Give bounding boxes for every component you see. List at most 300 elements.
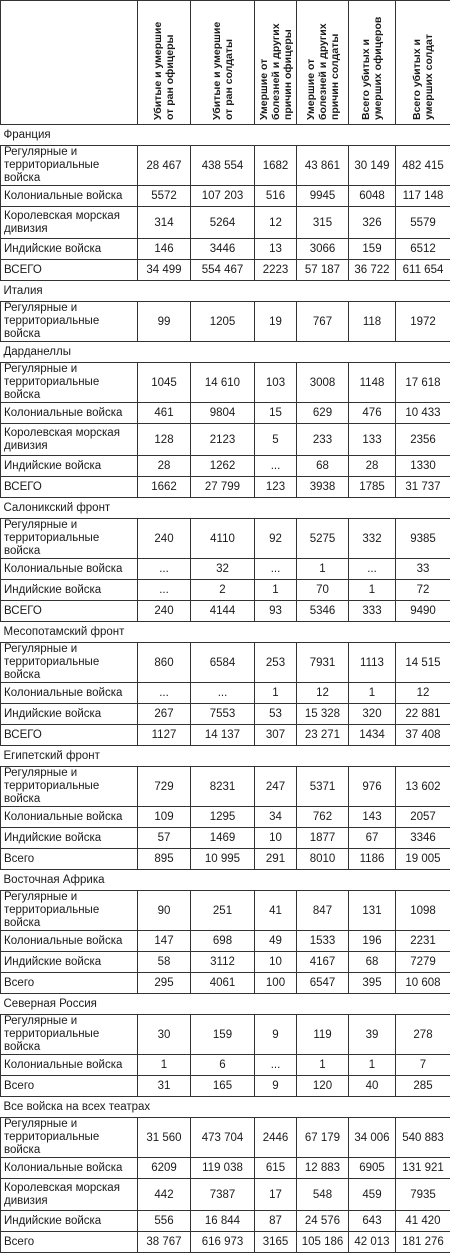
value-cell: 10: [255, 828, 297, 849]
value-cell: 30: [138, 1015, 191, 1055]
section-title: Египетский фронт: [1, 746, 450, 767]
value-cell: 131 921: [396, 1158, 450, 1179]
value-cell: 15: [255, 403, 297, 424]
section-title: Дарданеллы: [1, 342, 450, 363]
value-cell: 6584: [191, 643, 255, 683]
value-cell: 516: [255, 186, 297, 207]
value-cell: 41: [255, 891, 297, 931]
value-cell: 332: [349, 519, 396, 559]
value-cell: 41 420: [396, 1211, 450, 1232]
table-row: [1, 456, 450, 477]
value-cell: ...: [138, 683, 191, 704]
value-cell: 6: [191, 1055, 255, 1076]
value-cell: 68: [297, 456, 349, 477]
table-row: [1, 146, 450, 186]
value-cell: 6905: [349, 1158, 396, 1179]
value-cell: 5572: [138, 186, 191, 207]
row-label: Всего: [1, 1076, 138, 1097]
header-soldiers-disease: Умершие от болезней и других причин солдаты: [297, 1, 349, 125]
value-cell: 19 005: [396, 849, 450, 870]
value-cell: 1330: [396, 456, 450, 477]
value-cell: 5: [255, 424, 297, 456]
section-title: Салоникский фронт: [1, 498, 450, 519]
table-row: [1, 239, 450, 260]
value-cell: ...: [255, 559, 297, 580]
value-cell: 762: [297, 807, 349, 828]
table-row: [1, 1015, 450, 1055]
value-cell: 540 883: [396, 1118, 450, 1158]
value-cell: 36 722: [349, 260, 396, 281]
row-label: Колониальные войска: [1, 186, 138, 207]
table-row: [1, 643, 450, 683]
value-cell: 698: [191, 931, 255, 952]
value-cell: 31 560: [138, 1118, 191, 1158]
value-cell: 1877: [297, 828, 349, 849]
value-cell: 7553: [191, 704, 255, 725]
section-row: [1, 125, 450, 146]
value-cell: 105 186: [297, 1232, 349, 1253]
value-cell: 6048: [349, 186, 396, 207]
value-cell: 14 515: [396, 643, 450, 683]
row-label: ВСЕГО: [1, 477, 138, 498]
value-cell: 1: [255, 580, 297, 601]
value-cell: 107 203: [191, 186, 255, 207]
value-cell: 7935: [396, 1179, 450, 1211]
value-cell: 1262: [191, 456, 255, 477]
section-title: Все войска на всех театрах: [1, 1097, 450, 1118]
value-cell: 24 576: [297, 1211, 349, 1232]
value-cell: 37 408: [396, 725, 450, 746]
value-cell: 729: [138, 767, 191, 807]
value-cell: 1127: [138, 725, 191, 746]
row-label: Колониальные войска: [1, 403, 138, 424]
value-cell: 4167: [297, 952, 349, 973]
row-label: Регулярные и территориальные войска: [1, 891, 138, 931]
value-cell: 14 610: [191, 363, 255, 403]
value-cell: 2223: [255, 260, 297, 281]
table-row: [1, 580, 450, 601]
value-cell: 6512: [396, 239, 450, 260]
section-row: [1, 281, 450, 302]
value-cell: ...: [349, 559, 396, 580]
table-row: [1, 1179, 450, 1211]
value-cell: ...: [191, 683, 255, 704]
value-cell: 19: [255, 302, 297, 342]
value-cell: 159: [349, 239, 396, 260]
value-cell: 1: [297, 1055, 349, 1076]
row-label: Регулярные и территориальные войска: [1, 519, 138, 559]
value-cell: 1662: [138, 477, 191, 498]
row-label: Индийские войска: [1, 580, 138, 601]
value-cell: 31: [138, 1076, 191, 1097]
table-row: [1, 683, 450, 704]
value-cell: 165: [191, 1076, 255, 1097]
value-cell: 9804: [191, 403, 255, 424]
value-cell: 1098: [396, 891, 450, 931]
value-cell: 143: [349, 807, 396, 828]
value-cell: 17 618: [396, 363, 450, 403]
value-cell: 22 881: [396, 704, 450, 725]
value-cell: 554 467: [191, 260, 255, 281]
value-cell: 461: [138, 403, 191, 424]
value-cell: 49: [255, 931, 297, 952]
value-cell: 10 433: [396, 403, 450, 424]
value-cell: 12: [255, 207, 297, 239]
value-cell: 556: [138, 1211, 191, 1232]
value-cell: 616 973: [191, 1232, 255, 1253]
value-cell: 9385: [396, 519, 450, 559]
value-cell: 442: [138, 1179, 191, 1211]
value-cell: 482 415: [396, 146, 450, 186]
row-label: Колониальные войска: [1, 683, 138, 704]
table-body: [1, 125, 450, 1253]
value-cell: 314: [138, 207, 191, 239]
value-cell: ...: [255, 456, 297, 477]
value-cell: 53: [255, 704, 297, 725]
value-cell: 3346: [396, 828, 450, 849]
value-cell: 57: [138, 828, 191, 849]
row-label: Регулярные и территориальные войска: [1, 1118, 138, 1158]
value-cell: 10 995: [191, 849, 255, 870]
header-officers-killed: Убитые и умершие от ран офицеры: [138, 1, 191, 125]
value-cell: 58: [138, 952, 191, 973]
value-cell: 1148: [349, 363, 396, 403]
value-cell: 395: [349, 973, 396, 994]
value-cell: 16 844: [191, 1211, 255, 1232]
value-cell: 30 149: [349, 146, 396, 186]
row-label: Регулярные и территориальные войска: [1, 767, 138, 807]
value-cell: 14 137: [191, 725, 255, 746]
value-cell: 895: [138, 849, 191, 870]
value-cell: 117 148: [396, 186, 450, 207]
value-cell: 3066: [297, 239, 349, 260]
header-officers-disease: Умершие от болезней и других причин офицеры: [255, 1, 297, 125]
row-label: ВСЕГО: [1, 260, 138, 281]
value-cell: 43 861: [297, 146, 349, 186]
value-cell: 1: [349, 1055, 396, 1076]
value-cell: 2446: [255, 1118, 297, 1158]
value-cell: 615: [255, 1158, 297, 1179]
value-cell: 147: [138, 931, 191, 952]
value-cell: 9945: [297, 186, 349, 207]
table-row: [1, 1232, 450, 1253]
section-row: [1, 342, 450, 363]
value-cell: 42 013: [349, 1232, 396, 1253]
row-label: ВСЕГО: [1, 725, 138, 746]
table-row: [1, 1076, 450, 1097]
value-cell: 629: [297, 403, 349, 424]
value-cell: 3165: [255, 1232, 297, 1253]
value-cell: 23 271: [297, 725, 349, 746]
table-row: [1, 704, 450, 725]
value-cell: 847: [297, 891, 349, 931]
row-label: Всего: [1, 849, 138, 870]
value-cell: 459: [349, 1179, 396, 1211]
section-row: [1, 994, 450, 1015]
value-cell: 253: [255, 643, 297, 683]
row-label: Королевская морская дивизия: [1, 424, 138, 456]
section-title: Франция: [1, 125, 450, 146]
value-cell: 2356: [396, 424, 450, 456]
value-cell: 3112: [191, 952, 255, 973]
value-cell: 7279: [396, 952, 450, 973]
value-cell: 34: [255, 807, 297, 828]
value-cell: 291: [255, 849, 297, 870]
value-cell: 87: [255, 1211, 297, 1232]
row-label: Королевская морская дивизия: [1, 207, 138, 239]
value-cell: 131: [349, 891, 396, 931]
value-cell: 643: [349, 1211, 396, 1232]
table-row: [1, 403, 450, 424]
table-row: [1, 725, 450, 746]
value-cell: 1: [297, 559, 349, 580]
value-cell: 17: [255, 1179, 297, 1211]
value-cell: 548: [297, 1179, 349, 1211]
value-cell: 1: [349, 580, 396, 601]
row-label: Регулярные и территориальные войска: [1, 643, 138, 683]
value-cell: 33: [396, 559, 450, 580]
value-cell: 28: [349, 456, 396, 477]
value-cell: 1682: [255, 146, 297, 186]
value-cell: 12: [297, 683, 349, 704]
value-cell: 1785: [349, 477, 396, 498]
value-cell: 28 467: [138, 146, 191, 186]
value-cell: 247: [255, 767, 297, 807]
value-cell: 123: [255, 477, 297, 498]
value-cell: 1045: [138, 363, 191, 403]
value-cell: 438 554: [191, 146, 255, 186]
value-cell: 90: [138, 891, 191, 931]
row-label: Индийские войска: [1, 828, 138, 849]
row-label: Колониальные войска: [1, 1055, 138, 1076]
value-cell: 118: [349, 302, 396, 342]
value-cell: 70: [297, 580, 349, 601]
table-row: [1, 828, 450, 849]
section-title: Северная Россия: [1, 994, 450, 1015]
value-cell: 57 187: [297, 260, 349, 281]
value-cell: 120: [297, 1076, 349, 1097]
table-row: [1, 186, 450, 207]
value-cell: 32: [191, 559, 255, 580]
value-cell: 2231: [396, 931, 450, 952]
value-cell: 285: [396, 1076, 450, 1097]
value-cell: 67 179: [297, 1118, 349, 1158]
value-cell: 99: [138, 302, 191, 342]
value-cell: 2123: [191, 424, 255, 456]
value-cell: 9: [255, 1076, 297, 1097]
section-row: [1, 870, 450, 891]
value-cell: 34 006: [349, 1118, 396, 1158]
value-cell: ...: [255, 1055, 297, 1076]
value-cell: 72: [396, 580, 450, 601]
value-cell: 3446: [191, 239, 255, 260]
value-cell: 27 799: [191, 477, 255, 498]
value-cell: 7387: [191, 1179, 255, 1211]
value-cell: 13: [255, 239, 297, 260]
value-cell: 1113: [349, 643, 396, 683]
value-cell: 5346: [297, 601, 349, 622]
value-cell: 295: [138, 973, 191, 994]
value-cell: 10 608: [396, 973, 450, 994]
table-row: [1, 931, 450, 952]
value-cell: 128: [138, 424, 191, 456]
table-row: [1, 849, 450, 870]
value-cell: 240: [138, 519, 191, 559]
value-cell: 1186: [349, 849, 396, 870]
value-cell: 92: [255, 519, 297, 559]
value-cell: 2: [191, 580, 255, 601]
value-cell: 12: [396, 683, 450, 704]
value-cell: 100: [255, 973, 297, 994]
value-cell: 5579: [396, 207, 450, 239]
value-cell: 119: [297, 1015, 349, 1055]
value-cell: 146: [138, 239, 191, 260]
value-cell: 13 602: [396, 767, 450, 807]
value-cell: 307: [255, 725, 297, 746]
table-row: [1, 952, 450, 973]
table-row: [1, 973, 450, 994]
table-row: [1, 1055, 450, 1076]
table-row: [1, 424, 450, 456]
row-label: Регулярные и территориальные войска: [1, 146, 138, 186]
value-cell: 267: [138, 704, 191, 725]
value-cell: 7: [396, 1055, 450, 1076]
section-row: [1, 622, 450, 643]
section-row: [1, 498, 450, 519]
value-cell: 278: [396, 1015, 450, 1055]
value-cell: 473 704: [191, 1118, 255, 1158]
value-cell: 196: [349, 931, 396, 952]
value-cell: 10: [255, 952, 297, 973]
value-cell: 1: [349, 683, 396, 704]
value-cell: 12 883: [297, 1158, 349, 1179]
row-label: Индийские войска: [1, 1211, 138, 1232]
row-label: Индийские войска: [1, 456, 138, 477]
value-cell: 5275: [297, 519, 349, 559]
value-cell: 240: [138, 601, 191, 622]
value-cell: 3008: [297, 363, 349, 403]
value-cell: 6209: [138, 1158, 191, 1179]
table-row: [1, 302, 450, 342]
value-cell: 1: [255, 683, 297, 704]
value-cell: 5264: [191, 207, 255, 239]
value-cell: 4144: [191, 601, 255, 622]
value-cell: 159: [191, 1015, 255, 1055]
header-soldiers-total: Всего убитых и умерших солдат: [396, 1, 450, 125]
table-row: [1, 1118, 450, 1158]
header-row: [1, 1, 450, 125]
value-cell: ...: [138, 559, 191, 580]
row-label: Индийские войска: [1, 704, 138, 725]
value-cell: 326: [349, 207, 396, 239]
table-row: [1, 807, 450, 828]
value-cell: 315: [297, 207, 349, 239]
value-cell: 38 767: [138, 1232, 191, 1253]
value-cell: 9490: [396, 601, 450, 622]
table-row: [1, 891, 450, 931]
row-label: Индийские войска: [1, 952, 138, 973]
value-cell: ...: [138, 580, 191, 601]
value-cell: 93: [255, 601, 297, 622]
value-cell: 8010: [297, 849, 349, 870]
value-cell: 103: [255, 363, 297, 403]
row-label: Всего: [1, 973, 138, 994]
value-cell: 109: [138, 807, 191, 828]
value-cell: 1295: [191, 807, 255, 828]
row-label: Регулярные и территориальные войска: [1, 363, 138, 403]
value-cell: 251: [191, 891, 255, 931]
row-label: Колониальные войска: [1, 807, 138, 828]
row-label: Колониальные войска: [1, 1158, 138, 1179]
value-cell: 40: [349, 1076, 396, 1097]
row-label: Регулярные и территориальные войска: [1, 1015, 138, 1055]
section-row: [1, 746, 450, 767]
table-row: [1, 260, 450, 281]
row-label: Индийские войска: [1, 239, 138, 260]
row-label: ВСЕГО: [1, 601, 138, 622]
value-cell: 6547: [297, 973, 349, 994]
value-cell: 333: [349, 601, 396, 622]
value-cell: 5371: [297, 767, 349, 807]
value-cell: 320: [349, 704, 396, 725]
table-row: [1, 559, 450, 580]
value-cell: 1434: [349, 725, 396, 746]
value-cell: 119 038: [191, 1158, 255, 1179]
value-cell: 1972: [396, 302, 450, 342]
table-row: [1, 767, 450, 807]
section-title: Италия: [1, 281, 450, 302]
value-cell: 1533: [297, 931, 349, 952]
table-row: [1, 363, 450, 403]
header-corner-cell: [1, 1, 138, 125]
value-cell: 3938: [297, 477, 349, 498]
value-cell: 1469: [191, 828, 255, 849]
value-cell: 15 328: [297, 704, 349, 725]
value-cell: 233: [297, 424, 349, 456]
value-cell: 976: [349, 767, 396, 807]
value-cell: 476: [349, 403, 396, 424]
value-cell: 31 737: [396, 477, 450, 498]
value-cell: 133: [349, 424, 396, 456]
value-cell: 34 499: [138, 260, 191, 281]
row-label: Королевская морская дивизия: [1, 1179, 138, 1211]
value-cell: 68: [349, 952, 396, 973]
table-row: [1, 207, 450, 239]
value-cell: 9: [255, 1015, 297, 1055]
header-officers-total: Всего убитых и умерших офицеров: [349, 1, 396, 125]
value-cell: 28: [138, 456, 191, 477]
row-label: Всего: [1, 1232, 138, 1253]
value-cell: 1205: [191, 302, 255, 342]
table-row: [1, 1211, 450, 1232]
table-row: [1, 1158, 450, 1179]
value-cell: 4110: [191, 519, 255, 559]
value-cell: 860: [138, 643, 191, 683]
value-cell: 181 276: [396, 1232, 450, 1253]
value-cell: 67: [349, 828, 396, 849]
table-row: [1, 519, 450, 559]
value-cell: 767: [297, 302, 349, 342]
value-cell: 1: [138, 1055, 191, 1076]
value-cell: 7931: [297, 643, 349, 683]
value-cell: 2057: [396, 807, 450, 828]
row-label: Регулярные и территориальные войска: [1, 302, 138, 342]
value-cell: 8231: [191, 767, 255, 807]
header-soldiers-killed: Убитые и умершие от ран солдаты: [191, 1, 255, 125]
section-title: Восточная Африка: [1, 870, 450, 891]
section-row: [1, 1097, 450, 1118]
row-label: Колониальные войска: [1, 931, 138, 952]
